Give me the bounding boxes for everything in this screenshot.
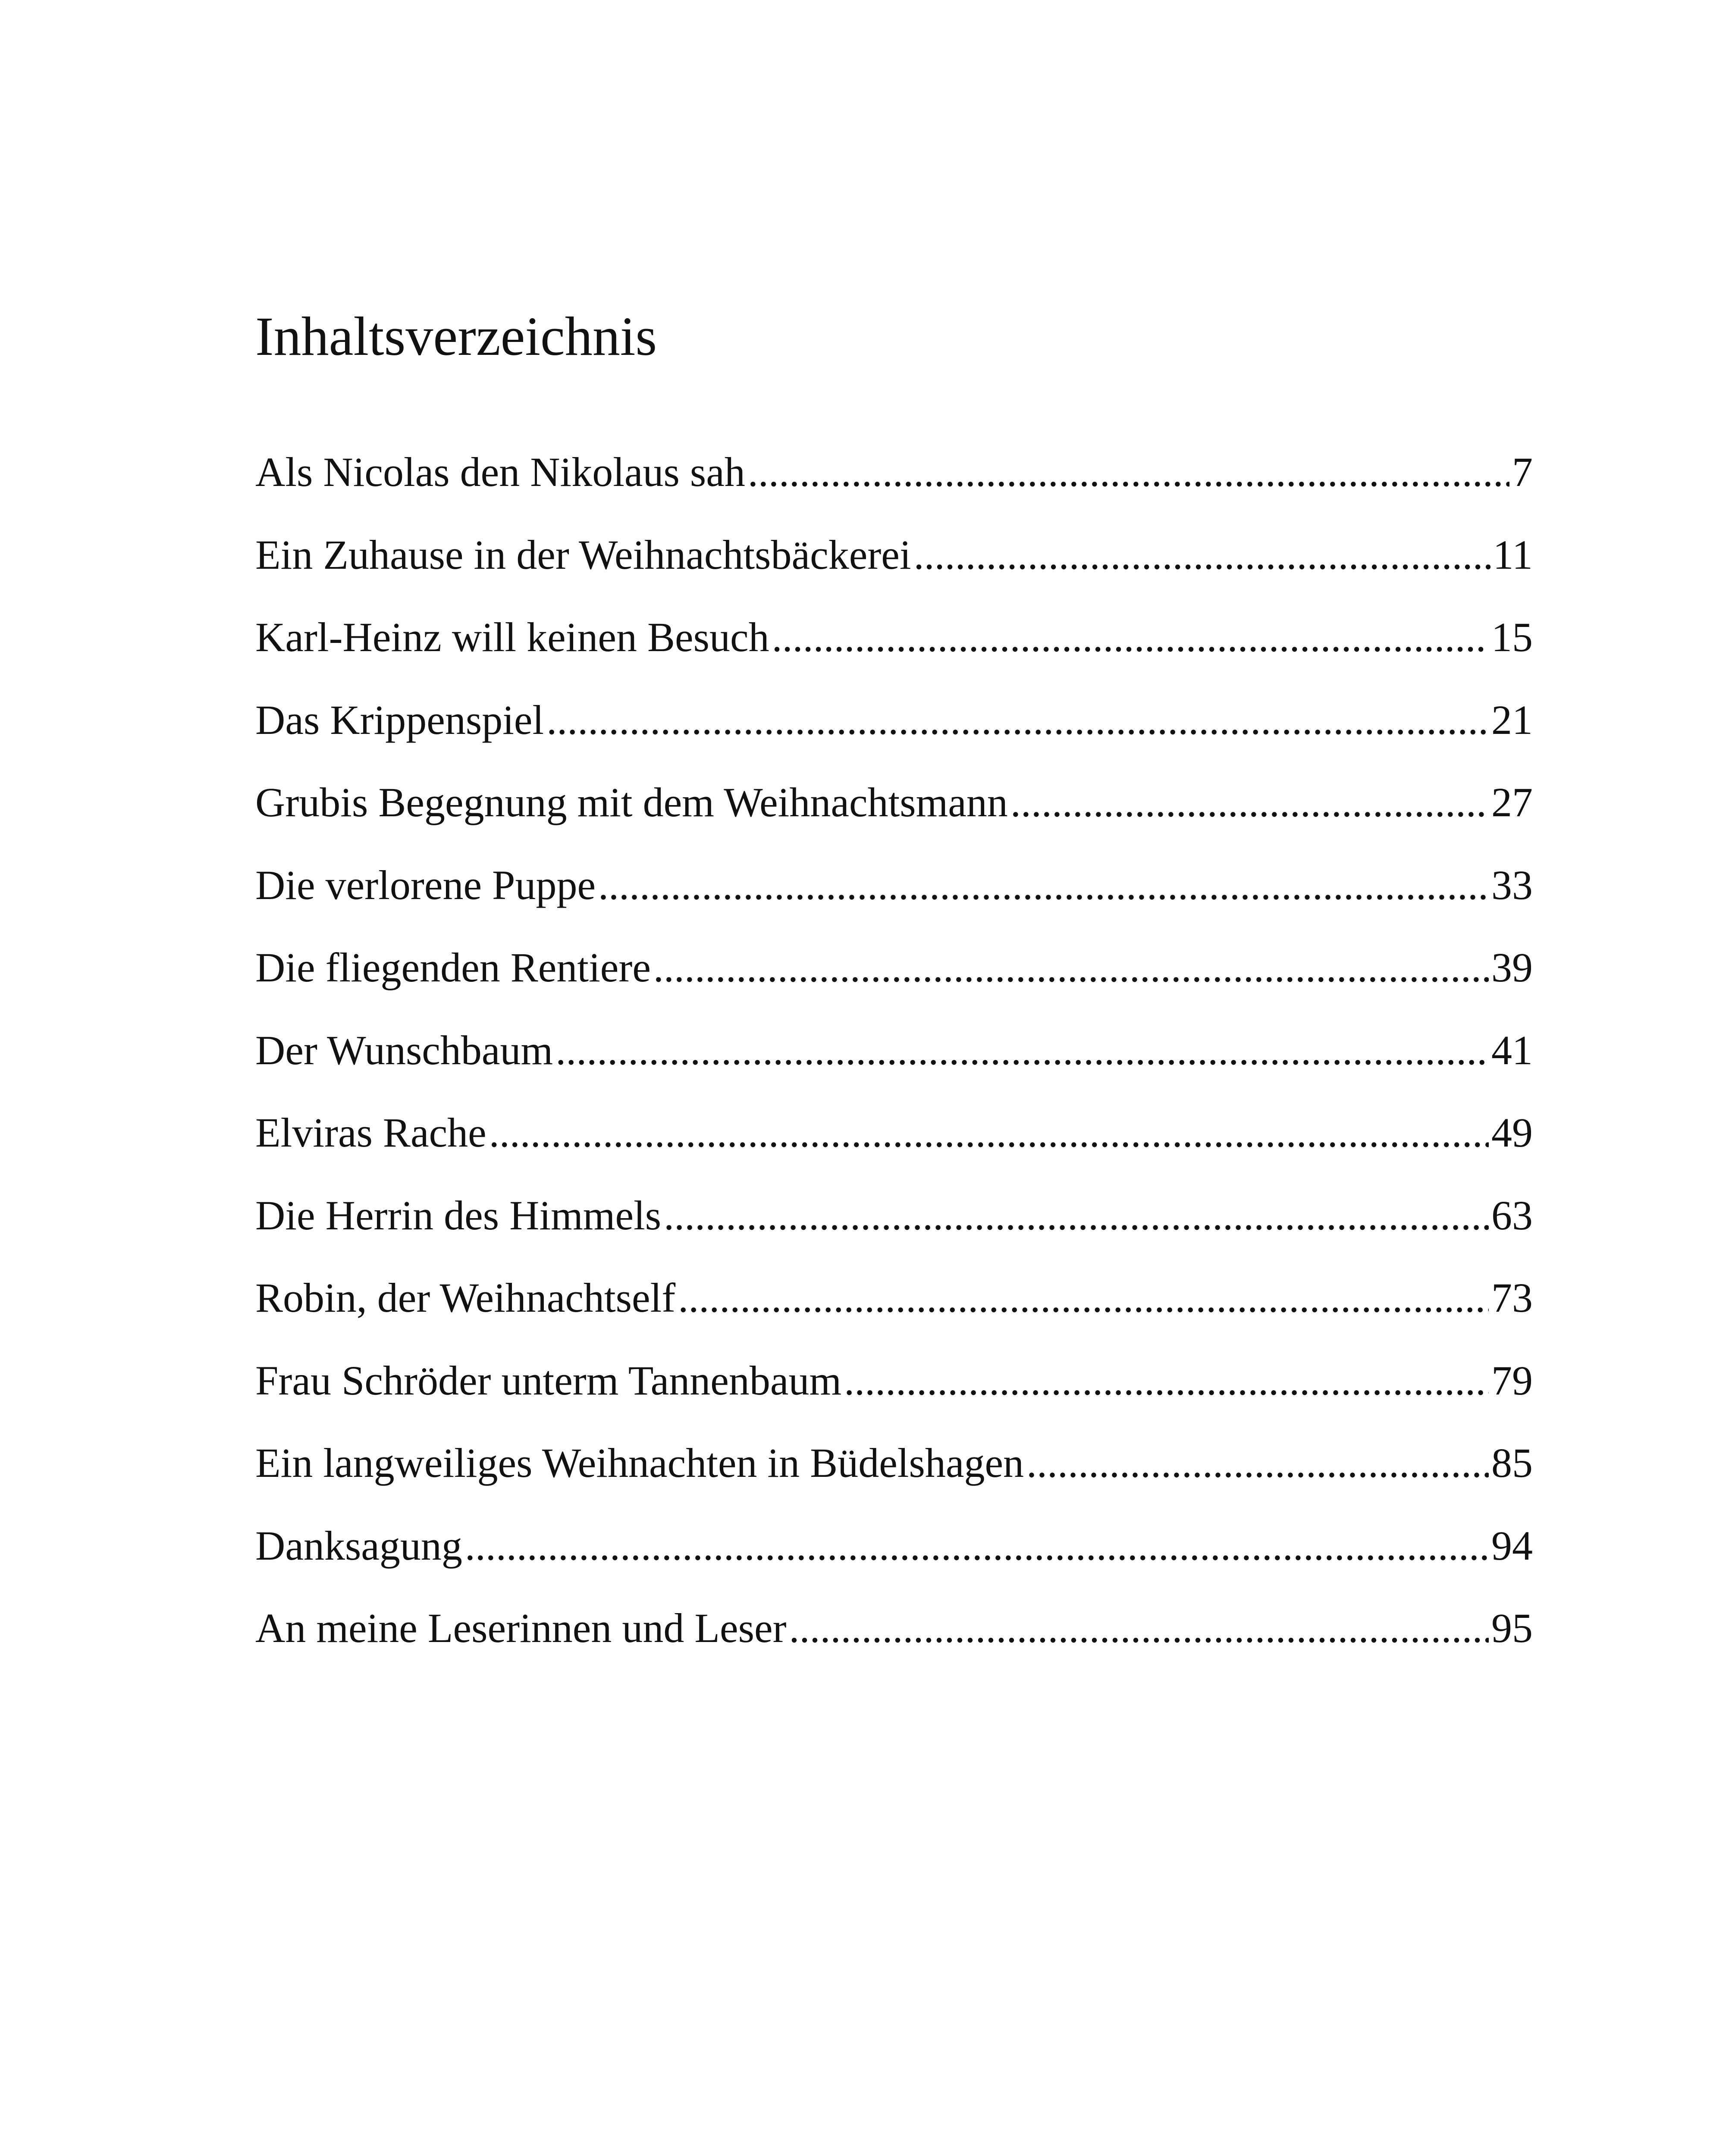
toc-page-number: 94 [1491,1522,1533,1569]
toc-heading: Inhaltsverzeichnis [255,306,657,367]
toc-page-number: 49 [1491,1109,1533,1156]
toc-entry [255,1351,1533,1433]
toc-entry [255,690,1533,773]
toc-entry-title: Karl-Heinz will keinen Besuch [255,614,769,660]
toc-entry-title: Das Krippenspiel [255,696,544,743]
toc-entry [255,937,1533,1020]
toc-entry [255,772,1533,855]
dot-leader [1010,772,1489,833]
toc-entry-title: Grubis Begegnung mit dem Weihnachtsmann [255,779,1008,825]
dot-leader [748,442,1509,502]
toc-entry [255,1516,1533,1598]
toc-entry [255,1020,1533,1103]
toc-page-number: 79 [1491,1357,1533,1404]
toc-page-number: 85 [1491,1440,1533,1486]
toc-entry [255,1433,1533,1516]
dot-leader [678,1268,1489,1328]
toc-entry-title: Die fliegenden Rentiere [255,944,651,990]
toc-page-number: 11 [1493,531,1533,578]
dot-leader [789,1598,1489,1658]
toc-entry [255,1598,1533,1681]
toc-entry-title: Die Herrin des Himmels [255,1192,662,1238]
toc-entry [255,442,1533,525]
toc-page-number: 15 [1491,614,1533,660]
dot-leader [489,1103,1489,1163]
toc-page-number: 41 [1491,1027,1533,1073]
toc-list [255,442,1533,1681]
toc-entry-title: Als Nicolas den Nikolaus sah [255,449,745,495]
dot-leader [546,690,1489,750]
toc-entry-title: An meine Leserinnen und Leser [255,1605,787,1651]
toc-page-number: 39 [1491,944,1533,990]
toc-entry [255,1185,1533,1268]
dot-leader [772,607,1489,667]
toc-entry-title: Danksagung [255,1522,462,1569]
toc-entry [255,1103,1533,1185]
toc-entry-title: Der Wunschbaum [255,1027,553,1073]
dot-leader [555,1020,1489,1081]
toc-entry-title: Ein Zuhause in der Weihnachtsbäckerei [255,531,911,578]
toc-entry [255,607,1533,690]
dot-leader [844,1351,1489,1411]
toc-page-number: 63 [1491,1192,1533,1238]
toc-entry [255,525,1533,608]
dot-leader [465,1516,1489,1576]
dot-leader [664,1185,1489,1246]
toc-page-number: 73 [1491,1275,1533,1321]
toc-page-number: 33 [1491,862,1533,908]
dot-leader [653,937,1489,998]
dot-leader [914,525,1490,585]
toc-page-number: 95 [1491,1605,1533,1651]
toc-entry-title: Frau Schröder unterm Tannenbaum [255,1357,842,1404]
toc-entry-title: Ein langweiliges Weihnachten in Büdelshagen [255,1440,1024,1486]
toc-entry-title: Elviras Rache [255,1109,486,1156]
toc-entry [255,1268,1533,1351]
toc-entry-title: Die verlorene Puppe [255,862,596,908]
toc-entry-title: Robin, der Weihnachtself [255,1275,676,1321]
dot-leader [598,855,1489,915]
toc-page-number: 27 [1491,779,1533,825]
toc-entry [255,855,1533,938]
dot-leader [1026,1433,1489,1493]
toc-page-number: 21 [1491,696,1533,743]
toc-page-number: 7 [1512,449,1533,495]
